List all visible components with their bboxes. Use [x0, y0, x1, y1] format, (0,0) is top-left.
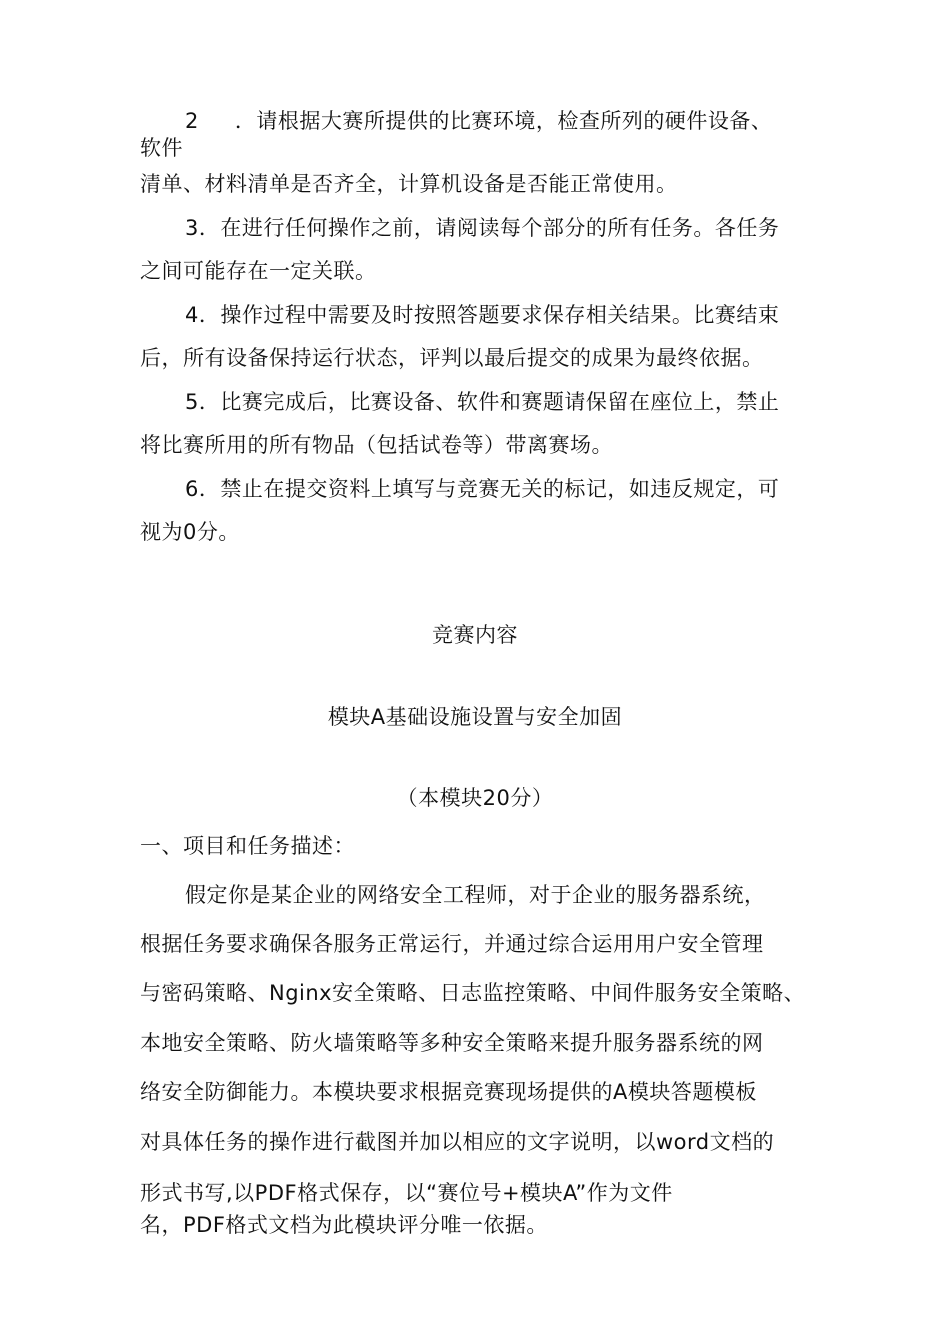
paragraph-line-5: 络安全防御能力。本模块要求根据竞赛现场提供的A模块答题模板: [140, 1080, 757, 1104]
item-6-line-1: 6．禁止在提交资料上填写与竞赛无关的标记，如违反规定，可: [185, 477, 780, 501]
item-5-line-2: 将比赛所用的所有物品（包括试卷等）带离赛场。: [140, 433, 613, 457]
item-3-line-2: 之间可能存在一定关联。: [140, 259, 377, 283]
paragraph-line-2: 根据任务要求确保各服务正常运行，并通过综合运用用户安全管理: [140, 932, 764, 956]
paragraph-line-3: 与密码策略、Nginx安全策略、日志监控策略、中间件服务安全策略、: [140, 981, 806, 1005]
item-2-text: ．请根据大赛所提供的比赛环境，检查所列的硬件设备、: [234, 109, 773, 133]
item-4-line-1: 4．操作过程中需要及时按照答题要求保存相关结果。比赛结束: [185, 303, 780, 327]
item-4-line-2: 后，所有设备保持运行状态，评判以最后提交的成果为最终依据。: [140, 346, 764, 370]
paragraph-line-1: 假定你是某企业的网络安全工程师，对于企业的服务器系统，: [185, 883, 766, 907]
item-3-line-1: 3．在进行任何操作之前，请阅读每个部分的所有任务。各任务: [185, 216, 780, 240]
module-score: （本模块20分）: [396, 786, 554, 810]
item-5-line-1: 5．比赛完成后，比赛设备、软件和赛题请保留在座位上，禁止: [185, 390, 780, 414]
heading-project-description: 一、项目和任务描述：: [140, 834, 355, 858]
item-2-number: 2: [185, 109, 199, 133]
item-2-line-3: 清单、材料清单是否齐全，计算机设备是否能正常使用。: [140, 172, 678, 196]
paragraph-line-8: 名，PDF格式文档为此模块评分唯一依据。: [140, 1213, 548, 1237]
item-2-line-1: [185, 107, 772, 135]
paragraph-line-4: 本地安全策略、防火墙策略等多种安全策略来提升服务器系统的网: [140, 1031, 764, 1055]
item-2-line-2: 软件: [140, 136, 183, 160]
paragraph-line-6: 对具体任务的操作进行截图并加以相应的文字说明，以word文档的: [140, 1130, 775, 1154]
module-title: 模块A基础设施设置与安全加固: [327, 705, 623, 729]
paragraph-line-7: 形式书写,以PDF格式保存，以“赛位号+模块A”作为文件: [140, 1181, 673, 1205]
item-6-line-2: 视为0分。: [140, 520, 240, 544]
section-title: 竞赛内容: [432, 623, 518, 647]
